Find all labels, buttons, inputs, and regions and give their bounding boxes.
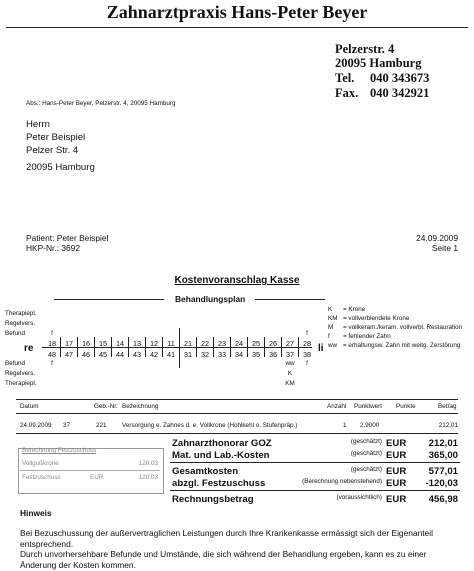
hint-paragraph-2-line-1: Durch unvorhersehbare Befunde und Umstände, die sich während der Behandlung ergeben, kann es zu einer	[20, 549, 427, 559]
label-regel-top: Regelvers.	[5, 320, 36, 327]
befund-lower-mark: f	[306, 360, 308, 367]
tooth-upper-15: 15	[98, 339, 108, 348]
festzuschuss-line2-label: Festzuschuss	[22, 474, 61, 481]
tooth-lower-47: 47	[64, 350, 74, 359]
recipient-salutation: Herrn	[26, 119, 50, 130]
total-label: Mat. und Lab.-Kosten	[172, 450, 270, 461]
tooth-lower-35: 35	[251, 350, 261, 359]
festzuschuss-title: Berechnung Festzuschuss	[22, 447, 97, 454]
document-title: Kostenvoranschlag Kasse	[174, 275, 300, 286]
label-left-side: li	[318, 343, 324, 354]
row-gebnr: 221	[96, 422, 107, 429]
legend-text: = vollverblendete Krone	[343, 315, 410, 322]
recipient-name: Peter Beispiel	[26, 132, 86, 143]
col-header-betrag: Betrag	[438, 403, 457, 410]
tooth-lower-41: 41	[166, 350, 176, 359]
legend-code: KM	[328, 315, 338, 322]
table-bottom-rule	[16, 433, 458, 434]
tooth-upper-28: 28	[302, 339, 312, 348]
festzuschuss-line1-value: 120.03	[138, 460, 158, 467]
befund-lower-mark: f	[51, 360, 53, 367]
tooth-upper-16: 16	[81, 339, 91, 348]
label-befund-top: Befund	[5, 330, 25, 337]
regel-lower-mark: K	[287, 370, 293, 377]
col-header-gebnr: Geb.-Nr.	[94, 403, 118, 410]
tooth-upper-13: 13	[132, 339, 142, 348]
label-befund-bottom: Befund	[5, 360, 25, 367]
legend-text: = erhaltungsw. Zahn mit weitg. Zerstörung	[343, 342, 461, 349]
col-header-bezeichnung: Bezeichnung	[122, 403, 159, 410]
festzuschuss-line2-value: 120.03	[138, 474, 158, 481]
total-value: -120,03	[425, 478, 458, 489]
header-rule	[6, 27, 468, 28]
total-value: 212,01	[428, 438, 458, 449]
row-anzahl: 1	[343, 422, 347, 429]
tooth-lower-34: 34	[234, 350, 244, 359]
document-date: 24.09.2009	[416, 233, 458, 243]
total-currency: EUR	[386, 478, 407, 489]
label-right-side: re	[24, 343, 34, 354]
hint-paragraph-2-line-2: Änderung der Kosten kommen.	[20, 560, 136, 570]
patient-line: Patient: Peter Beispiel	[26, 233, 109, 243]
total-label: Zahnarzthonorar GOZ	[172, 438, 272, 449]
total-note: (geschätzt)	[350, 466, 382, 473]
festzuschuss-line2-currency: EUR	[90, 474, 104, 481]
tooth-lower-45: 45	[98, 350, 108, 359]
tooth-upper-18: 18	[47, 339, 57, 348]
tooth-lower-42: 42	[149, 350, 159, 359]
row-betrag: 212,01	[438, 422, 458, 429]
total-note: (voraussichtlich)	[336, 494, 382, 501]
col-header-punktwert: Punktwert	[354, 403, 382, 410]
jaw-midline	[179, 328, 180, 368]
tooth-upper-27: 27	[285, 339, 295, 348]
row-tooth: 37	[63, 422, 71, 429]
befund-lower-mark: ww	[285, 360, 295, 367]
sender-line: Abs.: Hans-Peter Beyer, Pelzerstr. 4, 20095 Hamburg	[26, 100, 176, 107]
tooth-upper-22: 22	[200, 339, 210, 348]
hint-title: Hinweis	[20, 508, 52, 518]
total-label: Rechnungsbetrag	[172, 494, 254, 505]
tooth-upper-26: 26	[268, 339, 278, 348]
tooth-lower-48: 48	[47, 350, 57, 359]
therapy-lower-mark: KM	[285, 380, 295, 387]
tooth-upper-17: 17	[64, 339, 74, 348]
total-value: 577,01	[428, 466, 458, 477]
legend-code: K	[328, 306, 333, 313]
tooth-upper-25: 25	[251, 339, 261, 348]
legend-code: ww	[328, 342, 338, 349]
hkp-line: HKP-Nr.: 3692	[26, 243, 80, 253]
tooth-lower-31: 31	[183, 350, 193, 359]
total-label: Gesamtkosten	[172, 466, 239, 477]
total-currency: EUR	[386, 438, 407, 449]
tooth-lower-37: 37	[285, 350, 295, 359]
festzuschuss-line1-label: Vollgußkrone	[22, 460, 59, 467]
practice-tel: 040 343673	[370, 71, 430, 85]
total-currency: EUR	[386, 466, 407, 477]
tooth-upper-12: 12	[149, 339, 159, 348]
legend-code: M	[328, 324, 334, 331]
recipient-street: Pelzer Str. 4	[26, 145, 79, 156]
hint-paragraph-1: Bei Bezuschussung der außervertraglichen Leistungen durch Ihre Krankenkasse ermässigt sich der Eigenanteil entsprechend.	[20, 528, 433, 549]
tooth-lower-43: 43	[132, 350, 142, 359]
tooth-lower-38: 38	[302, 350, 312, 359]
total-label: abzgl. Festzuschuss	[172, 478, 266, 489]
legend-text: = Krone	[343, 306, 366, 313]
tooth-upper-24: 24	[234, 339, 244, 348]
table-top-rule	[16, 399, 458, 400]
tooth-upper-23: 23	[217, 339, 227, 348]
tooth-lower-44: 44	[115, 350, 125, 359]
tooth-lower-32: 32	[200, 350, 210, 359]
plan-title: Behandlungsplan	[175, 294, 246, 304]
total-note: (geschätzt)	[350, 438, 382, 445]
label-therapy-top: Therapiepl.	[5, 310, 37, 317]
tooth-upper-11: 11	[167, 339, 175, 348]
plan-rule-right	[255, 299, 325, 300]
tooth-lower-33: 33	[217, 350, 227, 359]
practice-name: Zahnarztpraxis Hans-Peter Beyer	[106, 2, 368, 22]
befund-upper-mark: f	[306, 330, 308, 337]
table-header-rule	[16, 413, 458, 414]
tooth-lower-36: 36	[268, 350, 278, 359]
practice-city: 20095 Hamburg	[335, 56, 422, 70]
label-therapy-bottom: Therapiepl.	[5, 380, 37, 387]
legend-text: = fehlender Zahn	[343, 333, 391, 340]
plan-rule-left	[54, 299, 164, 300]
row-datum: 24.09.2009	[20, 422, 52, 429]
legend-text: = vollkeram./keram. vollverbl. Restauration	[343, 324, 463, 331]
practice-street: Pelzerstr. 4	[335, 42, 395, 56]
col-header-punkte: Punkte	[396, 403, 416, 410]
festzuschuss-rule	[20, 470, 160, 471]
tooth-lower-46: 46	[81, 350, 91, 359]
practice-fax: 040 342921	[370, 86, 430, 100]
tooth-upper-14: 14	[115, 339, 125, 348]
festzuschuss-box	[18, 448, 164, 494]
total-value: 365,00	[428, 450, 458, 461]
col-header-datum: Datum	[20, 403, 39, 410]
jaw-divider	[42, 347, 312, 348]
total-note: (geschätzt)	[350, 450, 382, 457]
legend-code: f	[328, 333, 330, 340]
total-value: 456,98	[428, 494, 458, 505]
tooth-upper-21: 21	[183, 339, 193, 348]
label-regel-bottom: Regelvers.	[5, 370, 36, 377]
subtotal-rule	[170, 462, 460, 463]
total-note: (Berechnung nebenstehend)	[302, 478, 382, 485]
row-bezeichnung: Versorgung e. Zahnes d. e. Vollkrone (Hohlkehl o. Stufenpräp.)	[122, 422, 298, 429]
col-header-anzahl: Anzahl	[327, 403, 347, 410]
row-punktwert: 2,9000	[360, 422, 380, 429]
practice-fax-label: Fax.	[335, 86, 359, 100]
recipient-city: 20095 Hamburg	[26, 162, 95, 173]
befund-upper-mark: f	[51, 330, 53, 337]
final-rule	[170, 490, 460, 491]
total-currency: EUR	[386, 450, 407, 461]
total-currency: EUR	[386, 494, 407, 505]
practice-tel-label: Tel.	[335, 71, 355, 85]
page-number: Seite 1	[431, 243, 458, 253]
